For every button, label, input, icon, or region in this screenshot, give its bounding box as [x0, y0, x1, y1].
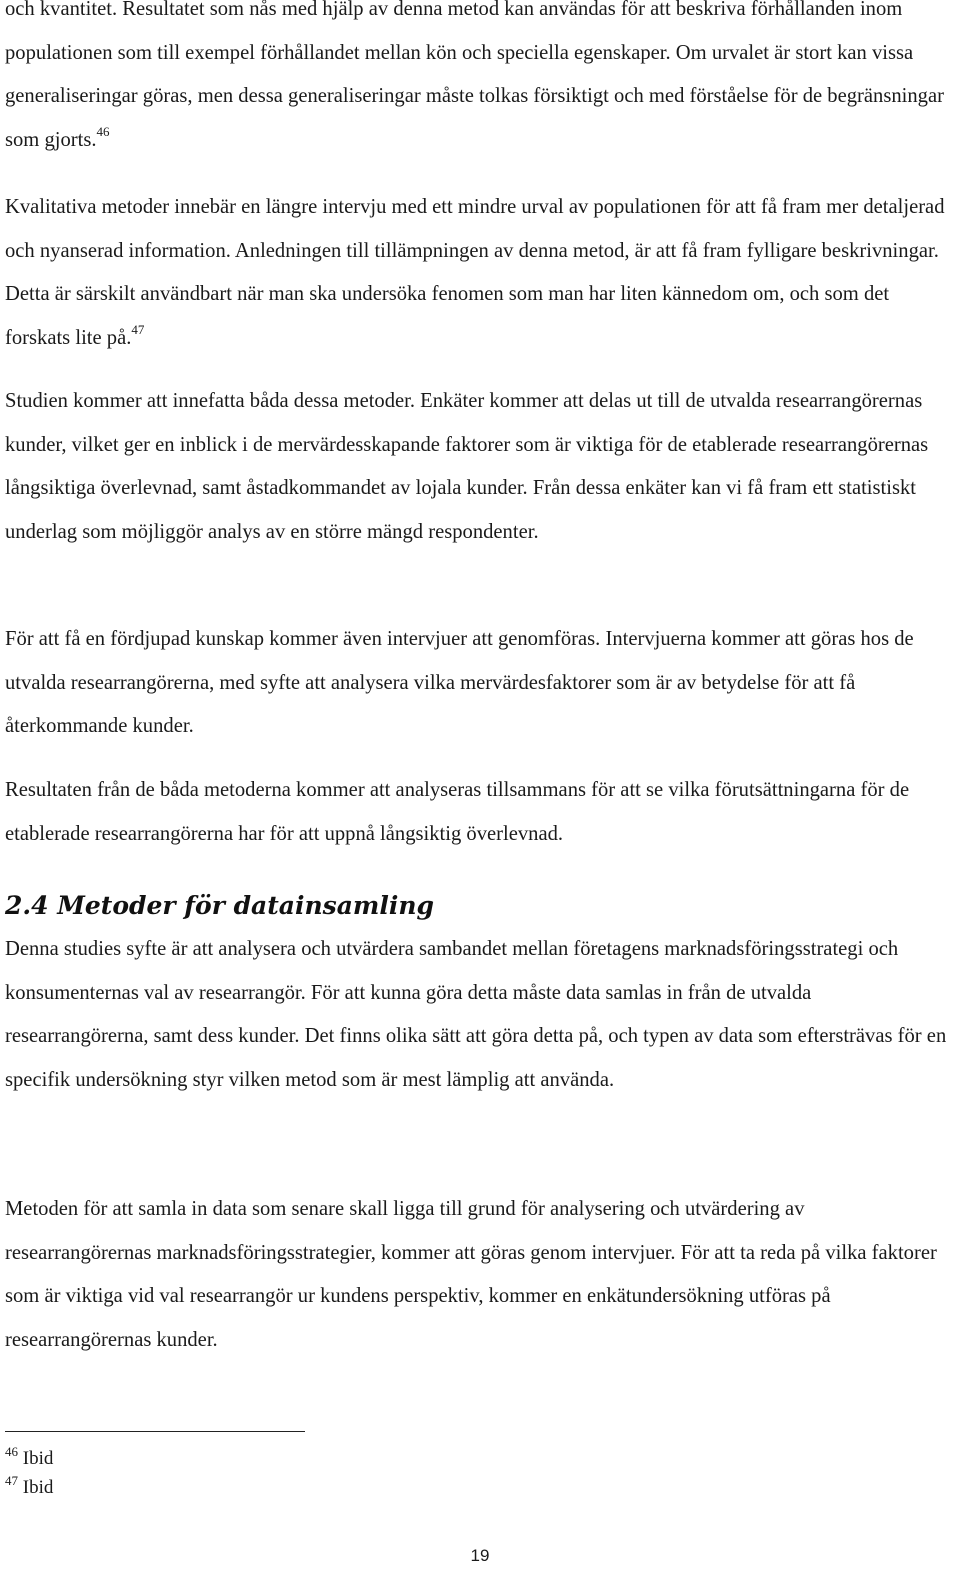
body-paragraph: Denna studies syfte är att analysera och utvärdera sambandet mellan företagens marknadsföringsstrategi och konsumenternas val av researrangör. För att kunna göra detta måste data samlas in från de utvalda researrangörerna, samt dess kunder. Det finns olika sätt att göra detta på, och typen av data som eftersträvas för en specifik undersökning styr vilken metod som är mest lämplig att använda.	[5, 938, 947, 1091]
body-paragraph: För att få en fördjupad kunskap kommer även intervjuer att genomföras. Intervjuerna kommer att göras hos de utvalda researrangörerna, med syfte att analysera vilka mervärdesfaktorer som är av betydelse för att få återkommande kunder.	[5, 628, 914, 738]
footnote-number: 47	[5, 1472, 18, 1488]
footnote	[5, 1443, 54, 1471]
footnote-reference[interactable]: 47	[131, 321, 145, 337]
body-paragraph: Studien kommer att innefatta båda dessa metoder. Enkäter kommer att delas ut till de utvalda researrangörernas kunder, vilket ger en inblick i de mervärdesskapande faktorer som är viktiga för de etablerade researrangörernas långsiktiga överlevnad, samt åstadkommandet av lojala kunder. Från dessa enkäter kan vi få fram ett statistiskt underlag som möjliggör analys av en större mängd respondenter.	[5, 390, 929, 543]
page-number: 19	[470, 1546, 490, 1565]
body-paragraph: Kvalitativa metoder innebär en längre intervju med ett mindre urval av populationen för att få fram mer detaljerad och nyanserad information. Anledningen till tillämpningen av denna metod, är att få fram fylligare beskrivningar. Detta är särskilt användbart när man ska undersöka fenomen som man har liten kännedom om, och som det forskats lite på.$^{47}$	[5, 196, 945, 349]
footnote-text: Ibid	[22, 1477, 54, 1498]
body-paragraph: Resultaten från de båda metoderna kommer att analyseras tillsammans för att se vilka förutsättningarna för de etablerade researrangörerna har för att uppnå långsiktig överlevnad.	[5, 779, 910, 845]
body-paragraph: Metoden för att samla in data som senare skall ligga till grund för analysering och utvärdering av researrangörernas marknadsföringsstrategier, kommer att göras genom intervjuer. För att ta reda på vilka faktorer som är viktiga vid val researrangör ur kundens perspektiv, kommer en enkätundersökning utföras på researrangörernas kunder.	[5, 1198, 937, 1351]
footnote-number: 46	[5, 1443, 18, 1459]
footnote-separator	[5, 1431, 305, 1432]
footnote-reference[interactable]: 46	[96, 123, 110, 139]
section-heading: 2.4 Metoder för datainsamling	[5, 891, 435, 920]
body-paragraph: och kvantitet. Resultatet som nås med hjälp av denna metod kan användas för att beskriva förhållanden inom populationen som till exempel förhållandet mellan kön och speciella egenskaper. Om urvalet är stort kan vissa generaliseringar göras, men dessa generaliseringar måste tolkas försiktigt och med förståelse för de begränsningar som gjorts.$^{46}$	[5, 0, 944, 151]
footnote-text: Ibid	[22, 1448, 54, 1469]
footnote	[5, 1472, 54, 1500]
